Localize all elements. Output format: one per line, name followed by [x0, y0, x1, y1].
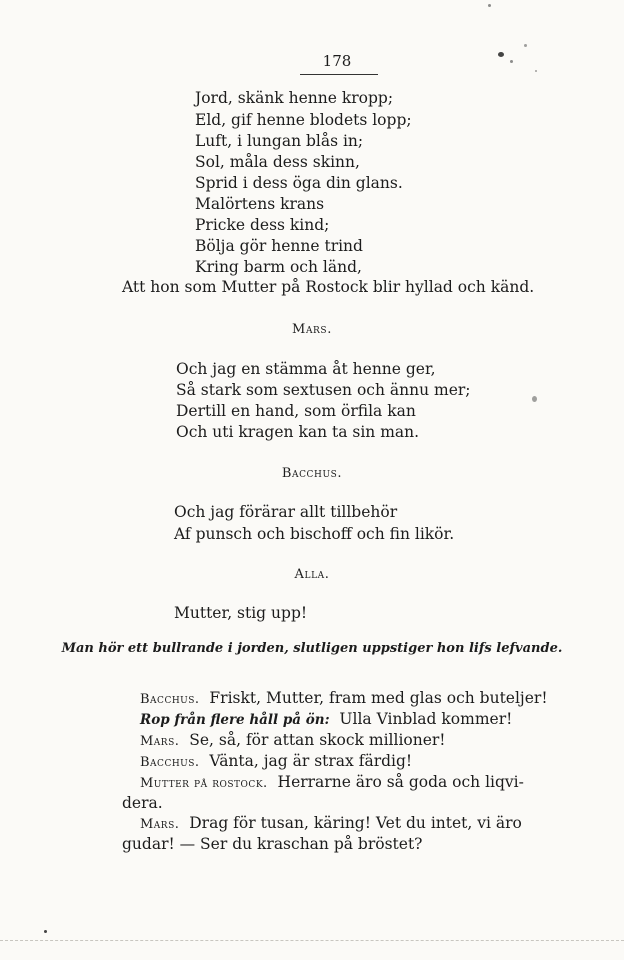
speaker-heading-bacchus: Bacchus.	[281, 466, 343, 481]
ink-speck	[44, 930, 47, 933]
poem-line: Pricke dess kind;	[195, 216, 330, 234]
stage-direction: Man hör ett bullrande i jorden, slutligen uppstiger hon lifs lefvande.	[61, 641, 563, 656]
speaker-heading-alla: Alla.	[294, 567, 330, 582]
dialogue-line	[140, 730, 446, 752]
poem-line: Sprid i dess öga din glans.	[195, 174, 403, 192]
dialogue-line	[140, 688, 548, 710]
ink-speck	[532, 396, 537, 402]
ink-speck	[524, 44, 527, 47]
speaker: Rop från flere håll på ön:	[140, 712, 330, 728]
speech: dera.	[122, 794, 163, 812]
poem-line: Luft, i lungan blås in;	[195, 132, 364, 150]
poem-line: Jord, skänk henne kropp;	[195, 89, 394, 107]
poem-line: Sol, måla dess skinn,	[195, 153, 360, 171]
mars-line: Och jag en stämma åt henne ger,	[176, 360, 436, 378]
ink-speck	[498, 52, 504, 57]
speech: Drag för tusan, käring! Vet du intet, vi äro	[189, 814, 522, 832]
speaker: Bacchus.	[140, 692, 200, 707]
bacchus-line: Af punsch och bischoff och fin likör.	[174, 525, 455, 543]
poem-line: Kring barm och länd,	[195, 258, 362, 276]
mars-line: Så stark som sextusen och ännu mer;	[176, 381, 471, 399]
poem-line: Malörtens krans	[195, 195, 325, 213]
speaker: Mars.	[140, 734, 180, 749]
speech: Se, så, för attan skock millioner!	[189, 731, 446, 749]
dialogue-line	[140, 751, 412, 773]
speaker: Mars.	[140, 817, 180, 832]
poem-line: Eld, gif henne blodets lopp;	[195, 111, 412, 129]
ink-speck	[510, 60, 513, 63]
speaker: Bacchus.	[140, 755, 200, 770]
ink-speck	[488, 4, 491, 7]
speaker-heading-mars: Mars.	[292, 322, 332, 337]
poem-line: Att hon som Mutter på Rostock blir hyllad och känd.	[122, 278, 535, 296]
speech: Vänta, jag är strax färdig!	[209, 752, 413, 770]
speech: Friskt, Mutter, fram med glas och buteljer!	[209, 689, 548, 707]
bacchus-line: Och jag förärar allt tillbehör	[174, 503, 398, 521]
speech: Herrarne äro så goda och liqvi-	[277, 773, 524, 791]
speech: gudar! — Ser du kraschan på bröstet?	[122, 835, 423, 853]
speaker: Mutter på rostock.	[140, 776, 268, 791]
ink-speck	[535, 70, 537, 72]
dialogue-line	[122, 834, 422, 854]
page-edge	[0, 940, 624, 943]
poem-line: Bölja gör henne trind	[195, 237, 363, 255]
speech: Ulla Vinblad kommer!	[339, 710, 513, 728]
alla-line: Mutter, stig upp!	[174, 604, 308, 622]
page-number: 178	[322, 52, 352, 70]
dialogue-line	[140, 772, 524, 794]
dialogue-line	[140, 709, 512, 730]
mars-line: Dertill en hand, som örfila kan	[176, 402, 416, 420]
page-number-rule	[300, 74, 378, 75]
dialogue-line	[122, 793, 163, 813]
dialogue-line	[140, 813, 522, 835]
mars-line: Och uti kragen kan ta sin man.	[176, 423, 420, 441]
